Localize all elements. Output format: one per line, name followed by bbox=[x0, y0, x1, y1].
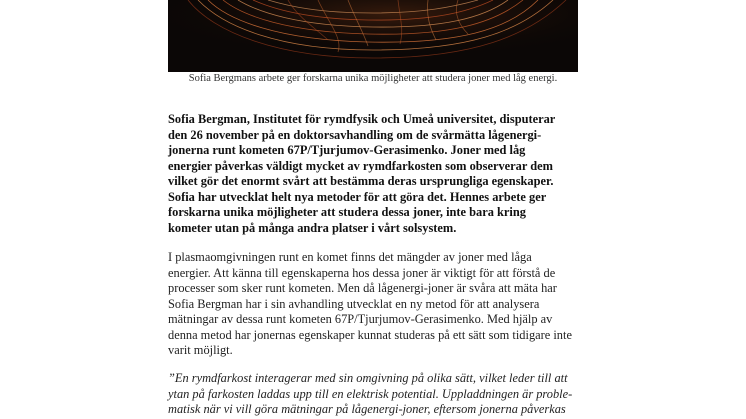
lead-line: kometer utan på många andra platser i vårt solsystem. bbox=[168, 220, 457, 235]
quote-line: ”En rymdfarkost interagerar med sin omgivning på olika sätt, vilket leder till att bbox=[168, 371, 568, 385]
body-paragraph bbox=[168, 250, 588, 359]
lead-line: Sofia har utvecklat helt nya metoder för att göra det. Hennes arbete ger bbox=[168, 189, 547, 204]
lead-line: Sofia Bergman, Institutet för rymdfysik och Umeå universitet, disputerar bbox=[168, 112, 556, 126]
image-caption: Sofia Bergmans arbete ger forskarna unika möjligheter att studera joner med låg energi. bbox=[188, 73, 558, 84]
lead-paragraph bbox=[168, 112, 588, 236]
body-line: processer som sker runt kometen. Men då lågenergi-joner är svåra att mäta har bbox=[168, 281, 557, 295]
body-line: varit möjligt. bbox=[168, 343, 233, 357]
lead-line: forskarna unika möjligheter att studera dessa joner, inte bara kring bbox=[168, 205, 526, 219]
body-line: Sofia Bergman har i sin avhandling utvecklat en ny metod för att analysera bbox=[168, 296, 540, 311]
quote-line: matisk när vi vill göra mätningar på lågenergi-joner, eftersom jonerna påverkas bbox=[168, 402, 566, 416]
body-line: mätningar av dessa runt kometen 67P/Tjurjumov-Gerasimenko. Med hjälp av bbox=[168, 312, 553, 326]
body-line: denna metod har jonernas egenskaper kunnat studeras på ett sätt som tidigare inte bbox=[168, 327, 572, 342]
lead-line: jonerna runt kometen 67P/Tjurjumov-Gerasimenko. Joner med låg bbox=[168, 143, 526, 157]
plasma-simulation-graphic bbox=[168, 0, 578, 72]
quote-line: ytan på farkosten laddas upp till en elektrisk potential. Uppladdningen är proble- bbox=[168, 386, 573, 401]
lead-line: vilket gör det enormt svårt att bestämma deras ursprungliga egenskaper. bbox=[168, 174, 554, 188]
lead-line: den 26 november på en doktorsavhandling om de svårmätta lågenergi- bbox=[168, 127, 542, 142]
body-line: energier. Att känna till egenskaperna hos dessa joner är viktigt för att förstå de bbox=[168, 265, 556, 280]
article-image bbox=[168, 0, 578, 72]
lead-line: energier påverkas väldigt mycket av rymdfarkosten som observerar dem bbox=[168, 158, 553, 173]
body-line: I plasmaomgivningen runt en komet finns det mängder av joner med låga bbox=[168, 250, 532, 264]
quote-paragraph bbox=[168, 371, 588, 418]
